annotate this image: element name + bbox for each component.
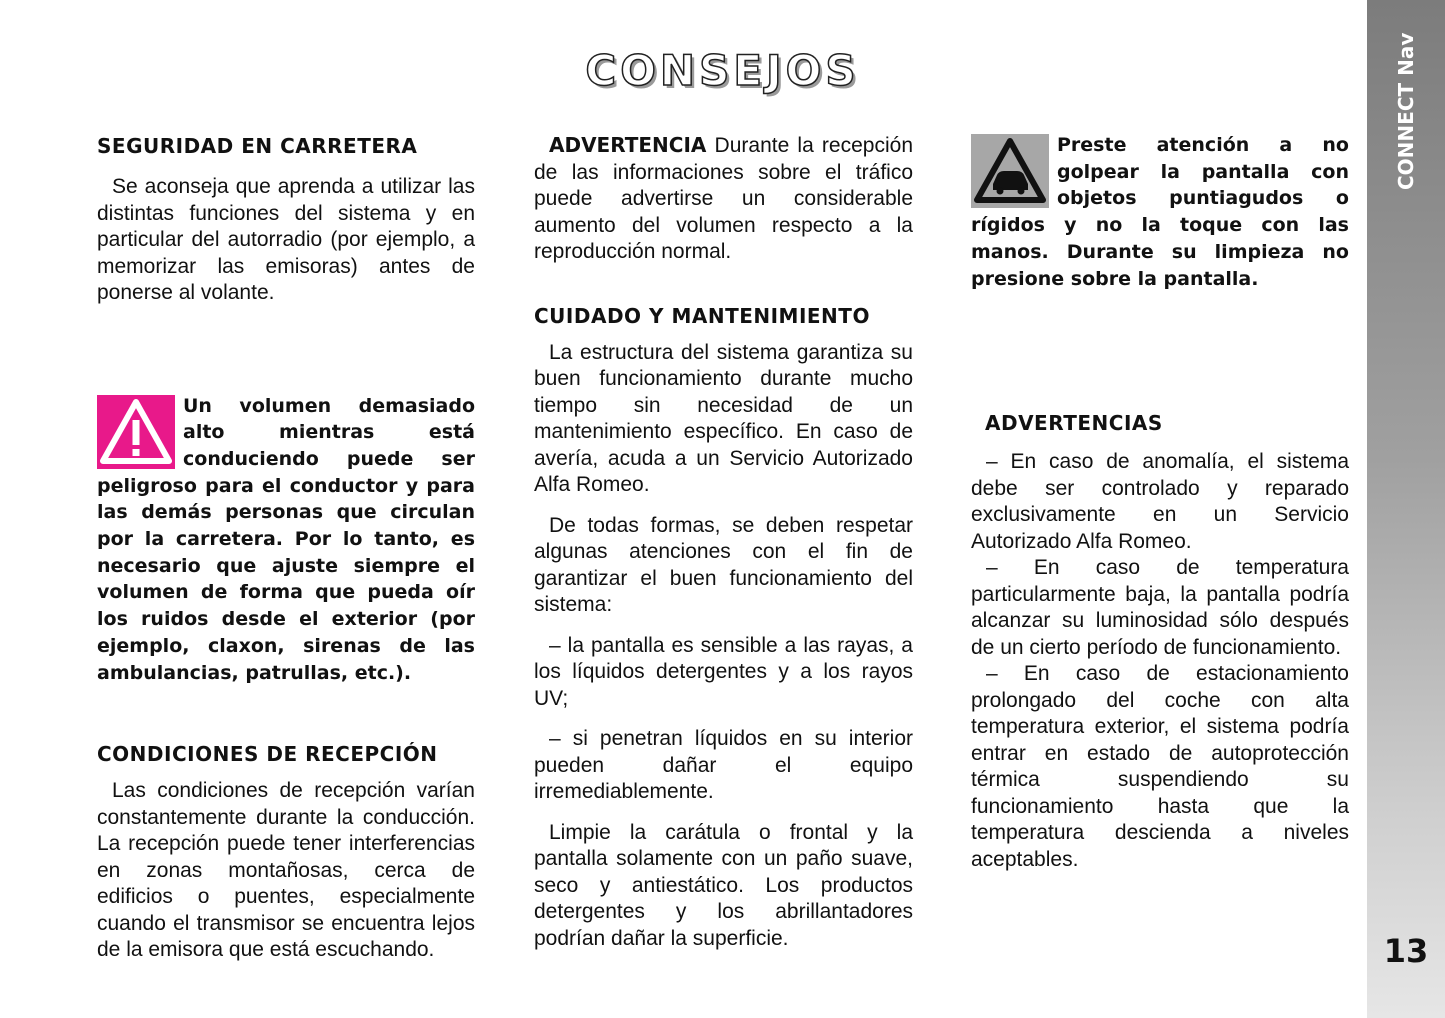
warning-volume (97, 393, 475, 687)
advertencia-item-1: – En caso de anomalía, el sistema debe ser controlado y reparado exclusivamente en un Servicio Autorizado Alfa Romeo. (971, 450, 1349, 553)
para-condiciones: Las condiciones de recepción varían constantemente durante la conducción. La recepción puede tener interferencias en zonas montañosas, cerca de edificios o puentes, especialmente cuando el transmisor se encuentra lejos de la emisora que está escuchando. (97, 779, 475, 962)
page-number: 13 (1383, 932, 1429, 970)
heading-advertencias: ADVERTENCIAS (985, 411, 1163, 436)
exclamation-triangle-icon (97, 395, 175, 469)
warning-screen (971, 132, 1349, 292)
column-middle (534, 132, 913, 952)
heading-cuidado: CUIDADO Y MANTENIMIENTO (534, 303, 870, 328)
heading-seguridad: SEGURIDAD EN CARRETERA (97, 134, 418, 158)
para-seguridad: Se aconseja que aprenda a utilizar las distintas funciones del sistema y en particular del autorradio (por ejemplo, a memorizar las emisoras) antes de ponerse al volante. (97, 175, 475, 304)
para-cuidado-2: De todas formas, se deben respetar algunas atenciones con el fin de garantizar el buen funcionamiento del sistema: (534, 513, 913, 616)
advertencia-item-3: – En caso de estacionamiento prolongado del coche con alta temperatura exterior, el sistema podría entrar en estado de autoprotección térmica suspendiendo su funcionamiento hasta que la temperatura descienda a niveles aceptables. (971, 662, 1349, 871)
page-title: CONSEJOS (585, 46, 860, 95)
para-cuidado-5: Limpie la carátula o frontal y la pantalla solamente con un paño suave, seco y antiestático. Los productos detergentes y los abrillantadores podrían dañar la superficie. (534, 820, 913, 950)
advertencia-text: Durante la recepción de las informaciones sobre el tráfico puede advertirse un considerable aumento del volumen respecto a la reproducción normal. (534, 134, 913, 263)
para-cuidado-3: – la pantalla es sensible a las rayas, a los líquidos detergentes y a los rayos UV; (534, 633, 913, 710)
heading-condiciones: CONDICIONES DE RECEPCIÓN (97, 742, 438, 767)
column-left (97, 132, 475, 964)
para-cuidado-4: – si penetran líquidos en su interior pueden dañar el equipo irremediablemente. (534, 727, 913, 803)
para-cuidado-1: La estructura del sistema garantiza su buen funcionamiento durante mucho tiempo sin necesidad de un mantenimiento específico. En caso de avería, acuda a un Servicio Autorizado Alfa Romeo. (534, 340, 913, 496)
warning-volume-text: Un volumen demasiado alto mientras está conduciendo puede ser peligroso para el conductor y para las demás personas que circulan por la carretera. Por lo tanto, es necesario que ajuste siempre el volumen de forma que pueda oír los ruidos desde el exterior (por ejemplo, claxon, sirenas de las ambulancias, patrullas, etc.). (97, 394, 475, 684)
column-right (971, 132, 1349, 873)
side-tab-label (1391, 120, 1421, 190)
advertencia-label: ADVERTENCIA (549, 133, 707, 157)
advertencia-item-2: – En caso de temperatura particularmente baja, la pantalla podría alcanzar su luminosidad sólo después de un cierto período de funcionamiento. (971, 556, 1349, 659)
advertencia-block (534, 132, 913, 266)
warning-screen-text: Preste atención a no golpear la pantalla con objetos puntiagudos o rígidos y no la toque con las manos. Durante su limpieza no presione sobre la pantalla. (971, 134, 1349, 290)
car-triangle-icon (971, 134, 1049, 208)
